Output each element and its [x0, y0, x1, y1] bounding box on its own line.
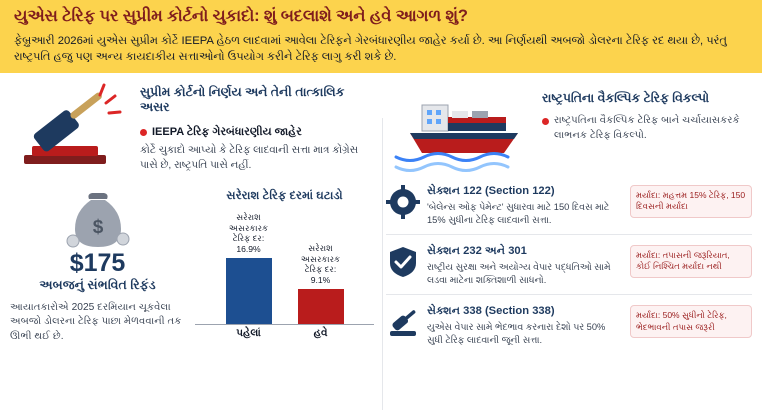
court-decision-text [140, 83, 374, 174]
section-338-desc: યુએસ વેપાર સામે ભેદભાવ કરનારા દેશો પર 50% સુધી ટેરિફ લાદવાની જૂની સત્તા. [427, 322, 606, 346]
court-bullet-note: કોર્ટે ચુકાદો આપ્યો કે ટેરિફ લાદવાની સત્તા માત્ર કોંગ્રેસ પાસે છે, રાષ્ટ્રપતિ પાસે નહીં. [140, 145, 358, 171]
money-chart-row [10, 189, 374, 345]
chart-bar-group-1 [298, 206, 344, 324]
bullet-dot-icon [542, 118, 549, 125]
section-row-338 [386, 305, 752, 347]
cargo-ship-illustration [386, 83, 534, 175]
section-232-301-limit: મર્યાદા: તપાસની જરૂરિયાત, કોઈ નિશ્ચિત મર્યાદા નથી [630, 245, 752, 278]
main-content [0, 73, 762, 347]
refund-amount: $175 [69, 248, 126, 277]
section-122-body [427, 185, 623, 227]
alternatives-text [542, 83, 752, 144]
section-232-301-body [427, 245, 623, 287]
court-decision-block [10, 83, 374, 179]
section-232-301-title: સેક્શન 232 અને 301 [427, 244, 527, 257]
section-row-122 [386, 185, 752, 227]
section-row-232-301 [386, 245, 752, 287]
chart-bar-label-0: સરેરાશ અસરકારક ટેરિફ દર: 16.9% [228, 211, 269, 255]
section-232-301-desc: રાષ્ટ્રીય સુરક્ષા અને અયોગ્ય વેપાર પદ્ધતિઓ સામે લડવા માટેના શક્તિશાળી સાધનો. [427, 262, 611, 286]
court-bullet-strong: IEEPA ટેરિફ ગેરબંધારણીય જાહેર [152, 125, 302, 138]
bullet-dot-icon [140, 129, 147, 136]
header [0, 0, 762, 73]
right-column [382, 79, 762, 347]
section-122-desc: 'બેલેન્સ ઓફ પેમેન્ટ' સુધારવા માટે 150 દિવસ માટે 15% સુધીના ટેરિફ લાદવાની સત્તા. [427, 202, 610, 226]
section-338-title: સેક્શન 338 (Section 338) [427, 305, 555, 318]
left-section-title: સુપ્રીમ કોર્ટનો નિર્ણય અને તેની તાત્કાલિક અસર [140, 84, 345, 115]
chart-bar-0 [226, 258, 272, 324]
chart-plot-area [195, 207, 374, 325]
chart-bar-group-0 [226, 206, 272, 324]
gear-icon [386, 185, 420, 219]
section-divider [386, 234, 752, 235]
page-title: યુએસ ટેરિફ પર સુપ્રીમ કોર્ટનો ચુકાદો: શું બદલાશે અને હવે આગળ શું? [14, 7, 468, 25]
gavel-illustration [10, 83, 130, 179]
chart-title: સરેરાશ ટેરિફ દરમાં ઘટાડો [226, 188, 343, 202]
court-bullet [140, 125, 374, 139]
chart-bar-1 [298, 289, 344, 324]
section-338-limit: મર્યાદા: 50% સુધીનો ટેરિફ, ભેદભાવની તપાસ જરૂરી [630, 305, 752, 338]
page-subtitle: ફેબ્રુઆરી 2026માં યુએસ સુપ્રીમ કોર્ટે IEEPA હેઠળ લાદવામાં આવેલા ટેરિફને ગેરબંધારણીય જાહેર કર્યા છે. આ નિર્ણયથી અબજો ડોલરના ટેરિફ રદ થયા છે, પરંતુ રાષ્ટ્રપતિ હજુ પણ અન્ય કાયદાકીય સત્તાઓનો ઉપયોગ કરીને ટેરિફ લાગુ કરી શકે છે. [14, 34, 727, 63]
shield-icon [386, 245, 420, 279]
chart-x-axis [195, 328, 374, 340]
section-338-body [427, 305, 623, 347]
right-section-title: રાષ્ટ્રપતિના વૈકલ્પિક ટેરિફ વિકલ્પો [542, 90, 710, 105]
section-122-title: સેક્શન 122 (Section 122) [427, 184, 555, 197]
chart-xtick-0: પહેલાં [236, 327, 261, 339]
alternatives-block [386, 83, 752, 175]
chart-bar-label-1: સરેરાશ અસરકારક ટેરિફ દર: 9.1% [300, 242, 341, 286]
left-column [0, 79, 382, 347]
money-bag-icon [65, 189, 131, 249]
refund-note: આયાતકારોએ 2025 દરમિયાન ચૂકવેલા અબજો ડોલરના ટેરિફ પાછા મેળવવાની તક ઊભી થઈ છે. [10, 301, 182, 343]
alternatives-bullet-text: રાષ્ટ્રપતિના વૈકલ્પિક ટેરિફ બાને ચર્ચાયાસકરકે લાભનક ટેરિફ વિકલ્પો. [554, 115, 740, 142]
gavel-icon [386, 305, 420, 339]
tariff-chart [195, 189, 374, 345]
section-122-limit: મર્યાદા: મહત્તમ 15% ટેરિફ, 150 દિવસની મર્યાદા [630, 185, 752, 218]
refund-amount-label: અબજનું સંભવિત રિફંડ [39, 277, 156, 292]
section-divider [386, 294, 752, 295]
svg-text:$: $ [92, 216, 103, 238]
refund-block [10, 189, 185, 345]
alternatives-bullet [542, 114, 752, 144]
chart-xtick-1: હવે [313, 327, 328, 339]
